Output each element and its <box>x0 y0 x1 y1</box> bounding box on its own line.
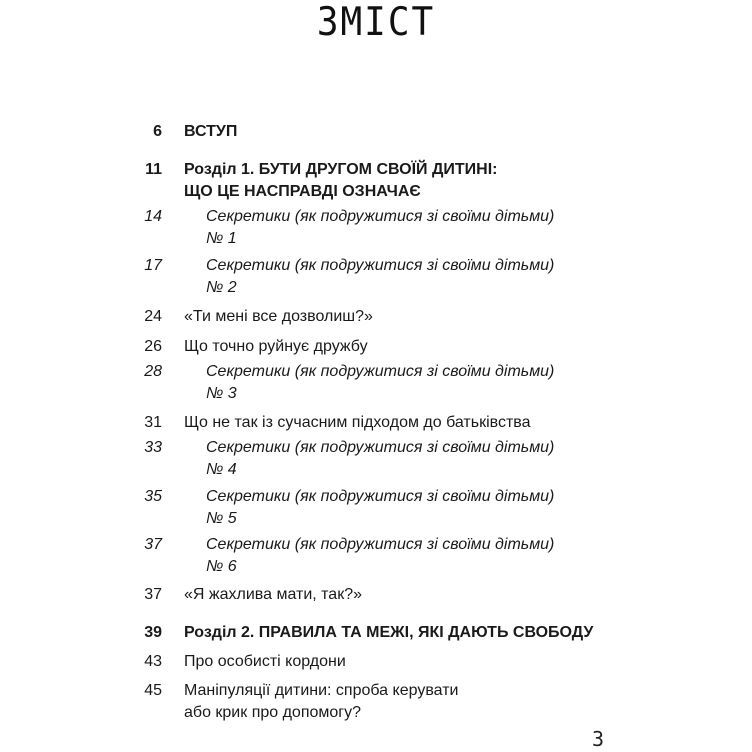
toc-title: Секретики (як подружитися зі своїми дітьми) № 5 <box>206 488 555 527</box>
page-number: 3 <box>592 727 605 751</box>
toc-title: Секретики (як подружитися зі своїми дітьми) № 6 <box>206 536 555 575</box>
toc-page-number: 26 <box>144 338 162 355</box>
toc-title: Секретики (як подружитися зі своїми дітьми) № 4 <box>206 439 555 478</box>
toc-page-number: 33 <box>144 439 162 456</box>
toc-page-number: 39 <box>144 624 162 641</box>
toc-page-number: 45 <box>144 682 162 699</box>
toc-page-number: 35 <box>144 488 162 505</box>
toc-title: Секретики (як подружитися зі своїми дітьми) № 2 <box>206 257 555 296</box>
toc-page-number: 43 <box>144 653 162 670</box>
toc-title: ВСТУП <box>184 123 238 140</box>
toc-title: Розділ 1. БУТИ ДРУГОМ СВОЇЙ ДИТИНІ: ЩО ЦЕ НАСПРАВДІ ОЗНАЧАЄ <box>184 161 498 200</box>
toc-title: Що точно руйнує дружбу <box>184 338 368 355</box>
toc-title: Що не так із сучасним підходом до батьківства <box>184 414 531 431</box>
toc-page-number: 24 <box>144 308 162 325</box>
toc-title: Секретики (як подружитися зі своїми дітьми) № 1 <box>206 208 555 247</box>
toc-title: «Я жахлива мати, так?» <box>184 586 362 603</box>
toc-title: Маніпуляції дитини: спроба керувати або крик про допомогу? <box>184 682 459 721</box>
toc-page-number: 11 <box>145 161 162 178</box>
toc-title: Про особисті кордони <box>184 653 346 670</box>
toc-page-number: 37 <box>144 586 162 603</box>
toc-page-number: 17 <box>144 257 162 274</box>
toc-page-number: 37 <box>144 536 162 553</box>
toc-title: Розділ 2. ПРАВИЛА ТА МЕЖІ, ЯКІ ДАЮТЬ СВОБОДУ <box>184 624 594 641</box>
toc-page-number: 31 <box>144 414 162 431</box>
toc-title: «Ти мені все дозволиш?» <box>184 308 373 325</box>
toc-title: Секретики (як подружитися зі своїми дітьми) № 3 <box>206 363 555 402</box>
page-title: ЗМІСТ <box>316 0 436 46</box>
toc-page-number: 28 <box>144 363 162 380</box>
toc-page-number: 14 <box>144 208 162 225</box>
toc-page-number: 6 <box>153 123 162 140</box>
